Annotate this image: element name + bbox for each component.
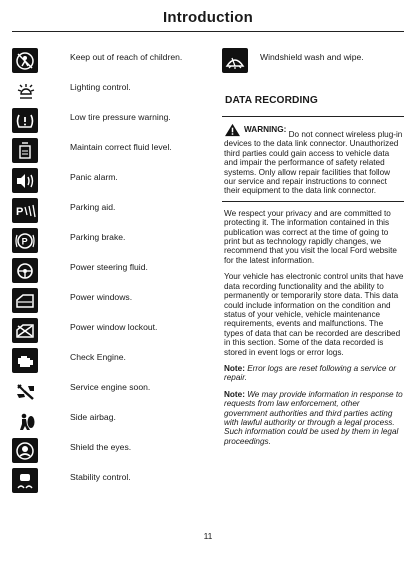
symbol-row — [12, 168, 212, 198]
symbol-row — [12, 78, 212, 108]
power-windows-icon — [12, 288, 38, 313]
page-header — [0, 0, 416, 34]
symbol-label: Keep out of reach of children. — [70, 52, 183, 62]
power-steering-icon — [12, 258, 38, 283]
parking-brake-icon — [12, 228, 38, 253]
symbol-row — [12, 228, 212, 258]
symbol-row — [12, 408, 212, 438]
symbol-label: Windshield wash and wipe. — [260, 52, 364, 62]
privacy-paragraph: We respect your privacy and are committed to protecting it. The information contained in this publication was correct at the time of going to print but as technology rapidly changes, we recommend that you visit the local Ford website for the latest information. — [224, 208, 397, 265]
shield-eyes-icon — [12, 438, 38, 463]
symbol-row — [12, 108, 212, 138]
symbol-label: Maintain correct fluid level. — [70, 142, 172, 152]
warning-text: Do not connect wireless plug-in devices to the data link connector. Unauthorized third parties could gain access to vehicle data and impair the performance of safety related systems. Only allow repair facilities that follow our service and repair instructions to connect their equipment to the data link connector. — [224, 130, 403, 196]
symbol-row — [12, 438, 212, 468]
warning-label: WARNING: — [244, 125, 287, 135]
warning-triangle-icon — [224, 123, 241, 137]
symbol-label: Side airbag. — [70, 412, 116, 422]
symbol-label: Panic alarm. — [70, 172, 118, 182]
symbol-label: Service engine soon. — [70, 382, 151, 392]
note-error-logs — [224, 364, 404, 383]
warning-box — [222, 116, 404, 202]
child-lock-icon — [12, 48, 38, 73]
lighting-control-icon — [12, 78, 40, 105]
fluid-level-icon — [12, 138, 38, 163]
symbol-row — [12, 198, 212, 228]
warning-heading — [224, 123, 286, 137]
symbol-row — [12, 288, 212, 318]
symbol-label: Shield the eyes. — [70, 442, 132, 452]
symbol-row — [12, 48, 212, 78]
symbol-label: Low tire pressure warning. — [70, 112, 171, 122]
symbol-row — [12, 468, 212, 498]
parking-aid-icon — [12, 198, 38, 223]
windshield-wash-icon — [222, 48, 248, 73]
symbol-label: Lighting control. — [70, 82, 131, 92]
note-text: We may provide information in response to requests from law enforcement, other government authorities and third parties acting with lawful authority or through a legal process. Such information could be used by them in legal proceedings. — [224, 389, 403, 446]
symbol-row — [222, 48, 404, 78]
panic-alarm-icon — [12, 168, 38, 193]
symbol-label: Power windows. — [70, 292, 133, 302]
svg-text:P: P — [21, 236, 28, 247]
symbol-row — [12, 138, 212, 168]
symbol-row — [12, 318, 212, 348]
note-label: Note: — [224, 389, 245, 399]
note-text: Error logs are reset following a service or repair. — [224, 363, 397, 383]
service-engine-icon — [12, 378, 40, 405]
symbol-row — [12, 258, 212, 288]
symbol-glossary-list — [12, 48, 212, 498]
symbol-label: Power steering fluid. — [70, 262, 148, 272]
symbol-label: Power window lockout. — [70, 322, 158, 332]
side-airbag-icon — [12, 408, 40, 435]
symbol-row — [12, 378, 212, 408]
symbol-row — [12, 348, 212, 378]
symbol-label: Parking brake. — [70, 232, 126, 242]
note-label: Note: — [224, 363, 245, 373]
page-number: 11 — [203, 531, 213, 541]
symbol-label: Check Engine. — [70, 352, 126, 362]
window-lockout-icon — [12, 318, 38, 343]
right-column — [222, 48, 404, 446]
stability-control-icon — [12, 468, 38, 493]
tire-pressure-icon — [12, 108, 38, 133]
check-engine-icon — [12, 348, 38, 373]
data-recording-paragraph: Your vehicle has electronic control units that have data recording functionality and the ability to permanently or temporarily store data. This data could include information on the condition and status of your vehicle, vehicle maintenance requirements, events and malfunctions. The types of data that can be recorded are described in this section. Some of the data recorded is stored in event logs or error logs. — [224, 272, 404, 357]
symbol-label: Stability control. — [70, 472, 131, 482]
symbol-label: Parking aid. — [70, 202, 116, 212]
svg-text:P: P — [16, 205, 24, 218]
page-title: Introduction — [163, 9, 253, 26]
section-title: DATA RECORDING — [225, 95, 318, 106]
header-divider — [12, 31, 404, 32]
note-law-enforcement — [224, 390, 404, 446]
